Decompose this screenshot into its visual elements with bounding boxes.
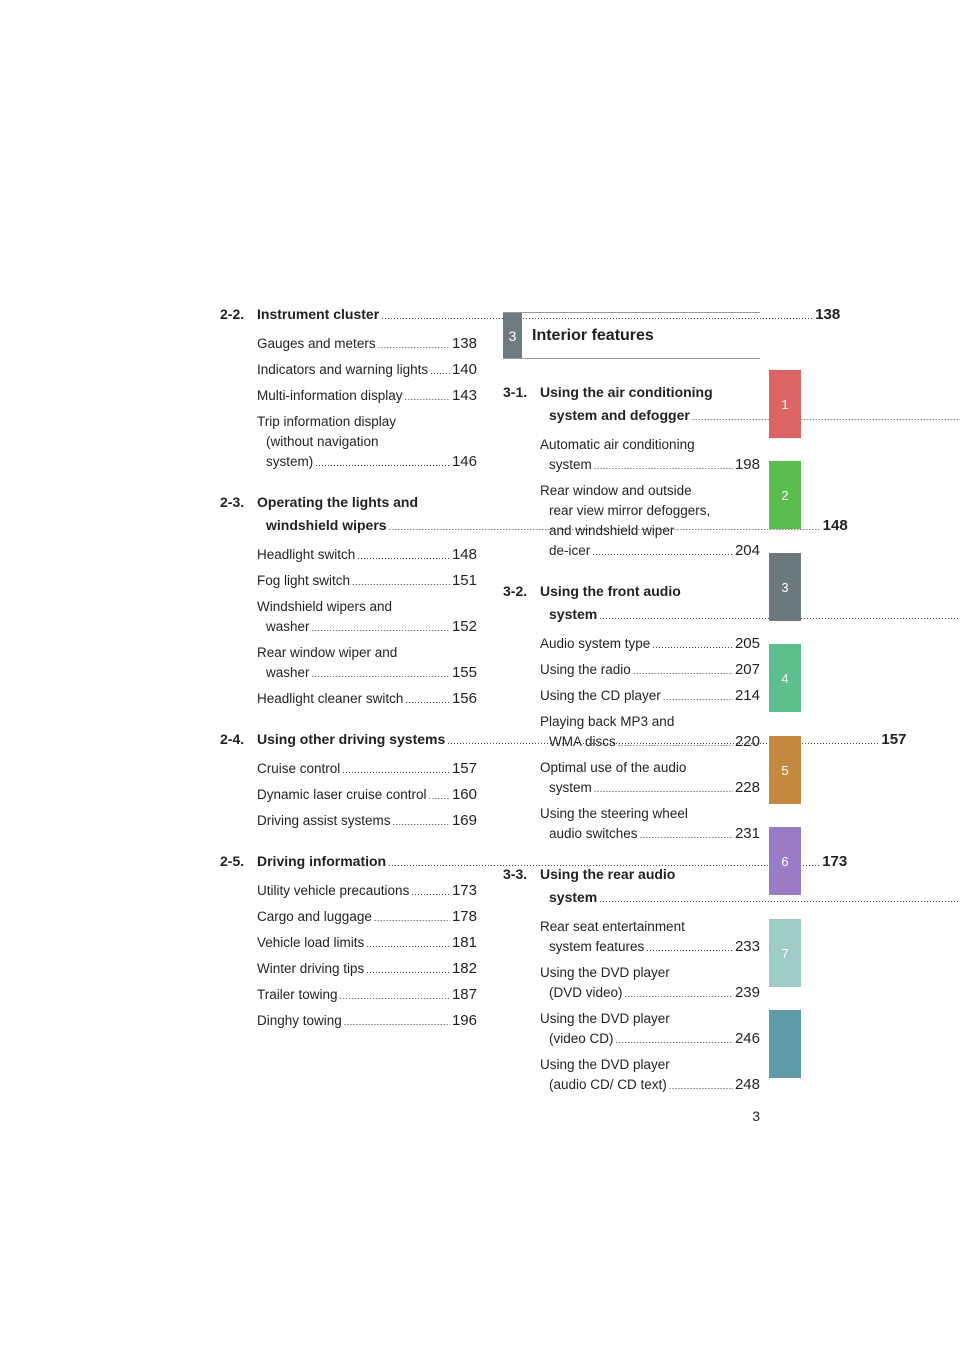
toc-entry-page-number: 187 bbox=[451, 986, 477, 1003]
toc-entry[interactable] bbox=[540, 634, 760, 655]
toc-entry-text: Winter driving tips bbox=[257, 961, 365, 976]
toc-entry-line bbox=[257, 386, 477, 407]
chapter-tab-1[interactable]: 1 bbox=[769, 370, 801, 438]
section-title-text: Driving information bbox=[257, 853, 387, 869]
toc-entry-text: de-icer bbox=[549, 543, 591, 558]
toc-entry[interactable] bbox=[257, 571, 477, 592]
toc-entry-text: Vehicle load limits bbox=[257, 935, 365, 950]
toc-entry[interactable] bbox=[540, 481, 760, 562]
toc-entry-line bbox=[257, 360, 477, 381]
section-title-text: Using the rear audio bbox=[540, 866, 676, 882]
dot-leader bbox=[374, 908, 450, 928]
toc-entry-text: Headlight cleaner switch bbox=[257, 691, 404, 706]
dot-leader bbox=[340, 986, 450, 1006]
dot-leader bbox=[312, 618, 450, 638]
toc-entry-page-number: 233 bbox=[734, 938, 760, 955]
toc-entry[interactable] bbox=[257, 907, 477, 928]
toc-entry[interactable] bbox=[540, 1055, 760, 1096]
toc-entry-text: Automatic air conditioning bbox=[540, 437, 695, 452]
toc-entry-line bbox=[540, 481, 760, 501]
toc-item-list bbox=[540, 634, 760, 845]
toc-entry-line bbox=[257, 933, 477, 954]
toc-entry-text: Fog light switch bbox=[257, 573, 351, 588]
dot-leader bbox=[625, 984, 733, 1004]
toc-entry-line bbox=[540, 917, 760, 937]
toc-entry-line bbox=[540, 732, 760, 753]
section-title-text: Using the front audio bbox=[540, 583, 681, 599]
toc-entry-line bbox=[540, 660, 760, 681]
toc-entry-text: Trailer towing bbox=[257, 987, 338, 1002]
toc-item-list bbox=[540, 917, 760, 1096]
toc-entry-text: Using the DVD player bbox=[540, 965, 670, 980]
toc-item-list bbox=[540, 435, 760, 562]
dot-leader bbox=[616, 1030, 733, 1050]
dot-leader bbox=[378, 335, 450, 355]
section-title-text: Using the air conditioning bbox=[540, 384, 713, 400]
toc-entry-page-number: 220 bbox=[734, 733, 760, 750]
toc-entry-line bbox=[540, 634, 760, 655]
toc-item-list bbox=[257, 545, 477, 710]
toc-section-heading[interactable] bbox=[503, 580, 760, 628]
chapter-tab-3[interactable]: 3 bbox=[769, 553, 801, 621]
toc-entry-page-number: 143 bbox=[451, 387, 477, 404]
toc-entry[interactable] bbox=[540, 804, 760, 845]
toc-entry-line bbox=[540, 804, 760, 824]
chapter-title: Interior features bbox=[532, 326, 654, 344]
toc-entry-page-number: 182 bbox=[451, 960, 477, 977]
toc-entry-line bbox=[257, 663, 477, 684]
chapter-sections bbox=[503, 381, 760, 1096]
dot-leader bbox=[618, 733, 733, 753]
toc-entry-page-number: 148 bbox=[451, 546, 477, 563]
toc-entry-line bbox=[540, 1029, 760, 1050]
toc-entry-line bbox=[257, 412, 477, 432]
toc-entry[interactable] bbox=[257, 811, 477, 832]
dot-leader bbox=[652, 635, 733, 655]
toc-entry-line bbox=[540, 521, 760, 541]
toc-entry-text: audio switches bbox=[549, 826, 638, 841]
toc-entry-page-number: 207 bbox=[734, 661, 760, 678]
toc-entry-page-number: 146 bbox=[451, 453, 477, 470]
dot-leader bbox=[344, 1012, 450, 1032]
toc-entry-page-number: 155 bbox=[451, 664, 477, 681]
toc-entry-line bbox=[257, 881, 477, 902]
dot-leader bbox=[429, 786, 450, 806]
toc-entry-text: Dynamic laser cruise control bbox=[257, 787, 427, 802]
section-title-text: Instrument cluster bbox=[257, 306, 380, 322]
toc-entry[interactable] bbox=[257, 597, 477, 638]
toc-entry-line bbox=[257, 643, 477, 663]
toc-right-column bbox=[503, 312, 760, 1101]
section-number: 3-2. bbox=[503, 583, 528, 599]
toc-entry-line bbox=[540, 1055, 760, 1075]
toc-entry[interactable] bbox=[257, 386, 477, 407]
dot-leader bbox=[315, 453, 450, 473]
dot-leader bbox=[592, 542, 733, 562]
toc-entry-line bbox=[540, 501, 760, 521]
section-page-number: 148 bbox=[822, 517, 848, 534]
toc-entry-page-number: 248 bbox=[734, 1076, 760, 1093]
toc-entry-page-number: 204 bbox=[734, 542, 760, 559]
section-title-text: Operating the lights and bbox=[257, 494, 419, 510]
section-title-text: system and defogger bbox=[549, 407, 690, 423]
dot-leader bbox=[633, 661, 733, 681]
toc-entry[interactable] bbox=[257, 412, 477, 473]
toc-entry[interactable] bbox=[540, 963, 760, 1004]
chapter-header bbox=[503, 312, 760, 359]
toc-entry-page-number: 152 bbox=[451, 618, 477, 635]
toc-entry-line bbox=[257, 959, 477, 980]
dot-leader bbox=[393, 812, 450, 832]
toc-entry-page-number: 160 bbox=[451, 786, 477, 803]
toc-entry-page-number: 239 bbox=[734, 984, 760, 1001]
section-number: 2-5. bbox=[220, 853, 245, 869]
toc-entry[interactable] bbox=[257, 689, 477, 710]
toc-entry-page-number: 205 bbox=[734, 635, 760, 652]
chapter-tab-4[interactable]: 4 bbox=[769, 644, 801, 712]
toc-entry-page-number: 151 bbox=[451, 572, 477, 589]
toc-item-list bbox=[257, 759, 477, 832]
section-title-line bbox=[540, 580, 960, 603]
toc-entry-page-number: 140 bbox=[451, 361, 477, 378]
toc-entry-text: Indicators and warning lights bbox=[257, 362, 429, 377]
toc-entry-line bbox=[540, 1009, 760, 1029]
chapter-tab-index[interactable] bbox=[769, 1010, 801, 1078]
toc-entry[interactable] bbox=[257, 881, 477, 902]
toc-entry-page-number: 169 bbox=[451, 812, 477, 829]
toc-entry-page-number: 198 bbox=[734, 456, 760, 473]
dot-leader bbox=[342, 760, 450, 780]
toc-entry[interactable] bbox=[257, 759, 477, 780]
dot-leader bbox=[357, 546, 450, 566]
toc-entry-text: Trip information display bbox=[257, 414, 397, 429]
toc-entry[interactable] bbox=[257, 985, 477, 1006]
toc-entry[interactable] bbox=[540, 1009, 760, 1050]
toc-entry-line bbox=[540, 983, 760, 1004]
section-title-line bbox=[540, 381, 960, 404]
dot-leader bbox=[366, 960, 450, 980]
toc-entry-line bbox=[540, 963, 760, 983]
dot-leader bbox=[692, 406, 960, 429]
toc-entry-line bbox=[540, 712, 760, 732]
toc-entry-page-number: 138 bbox=[451, 335, 477, 352]
toc-entry-text: Using the DVD player bbox=[540, 1057, 670, 1072]
toc-section-heading[interactable] bbox=[220, 303, 841, 328]
toc-entry-line bbox=[257, 985, 477, 1006]
toc-section-heading[interactable] bbox=[503, 381, 760, 429]
toc-entry-text: system) bbox=[266, 454, 314, 469]
section-title-line bbox=[540, 404, 960, 429]
section-title bbox=[540, 381, 960, 429]
toc-entry[interactable] bbox=[257, 643, 477, 684]
toc-entry[interactable] bbox=[257, 933, 477, 954]
toc-item-list bbox=[257, 881, 477, 1032]
toc-entry-line bbox=[257, 545, 477, 566]
toc-entry-page-number: 156 bbox=[451, 690, 477, 707]
toc-entry[interactable] bbox=[540, 660, 760, 681]
chapter-tab-6[interactable]: 6 bbox=[769, 827, 801, 895]
toc-entry-text: (audio CD/ CD text) bbox=[549, 1077, 667, 1092]
toc-entry-text: system bbox=[549, 457, 592, 472]
toc-entry-line bbox=[257, 432, 477, 452]
toc-entry[interactable] bbox=[540, 435, 760, 476]
toc-entry[interactable] bbox=[257, 959, 477, 980]
toc-entry[interactable] bbox=[540, 712, 760, 753]
toc-entry-page-number: 231 bbox=[734, 825, 760, 842]
dot-leader bbox=[646, 938, 733, 958]
toc-entry-line bbox=[257, 597, 477, 617]
chapter-tab-7[interactable]: 7 bbox=[769, 919, 801, 987]
toc-entry-line bbox=[257, 907, 477, 928]
dot-leader bbox=[663, 687, 733, 707]
section-number: 2-4. bbox=[220, 731, 245, 747]
chapter-number-badge: 3 bbox=[503, 313, 522, 358]
toc-entry-page-number: 181 bbox=[451, 934, 477, 951]
toc-entry-text: Windshield wipers and bbox=[257, 599, 393, 614]
toc-entry-text: Audio system type bbox=[540, 636, 651, 651]
toc-entry-text: WMA discs bbox=[549, 734, 616, 749]
toc-entry-page-number: 246 bbox=[734, 1030, 760, 1047]
toc-entry-text: rear view mirror defoggers, bbox=[549, 503, 711, 518]
toc-entry-text: Playing back MP3 and bbox=[540, 714, 675, 729]
toc-entry-text: system features bbox=[549, 939, 645, 954]
toc-entry-text: Cargo and luggage bbox=[257, 909, 372, 924]
section-number: 3-3. bbox=[503, 866, 528, 882]
toc-entry-line bbox=[257, 811, 477, 832]
dot-leader bbox=[405, 690, 450, 710]
toc-entry-line bbox=[540, 824, 760, 845]
toc-entry-line bbox=[257, 1011, 477, 1032]
section-number: 2-2. bbox=[220, 306, 245, 322]
toc-entry-text: (without navigation bbox=[266, 434, 379, 449]
toc-entry-text: system bbox=[549, 780, 592, 795]
toc-entry[interactable] bbox=[257, 334, 477, 355]
toc-entry-text: (DVD video) bbox=[549, 985, 623, 1000]
toc-entry-text: Utility vehicle precautions bbox=[257, 883, 410, 898]
dot-leader bbox=[594, 456, 733, 476]
toc-entry-page-number: 178 bbox=[451, 908, 477, 925]
section-title-text: Using other driving systems bbox=[257, 731, 446, 747]
toc-entry-text: Using the CD player bbox=[540, 688, 661, 703]
chapter-tab-5[interactable]: 5 bbox=[769, 736, 801, 804]
page-number: 3 bbox=[752, 1108, 760, 1124]
toc-entry-text: Headlight switch bbox=[257, 547, 356, 562]
toc-entry-text: Rear window wiper and bbox=[257, 645, 398, 660]
toc-entry-text: Optimal use of the audio bbox=[540, 760, 687, 775]
toc-entry-line bbox=[257, 689, 477, 710]
toc-entry-text: Driving assist systems bbox=[257, 813, 391, 828]
section-page-number: 157 bbox=[881, 731, 907, 748]
section-title bbox=[540, 580, 960, 628]
toc-entry-text: Using the DVD player bbox=[540, 1011, 670, 1026]
toc-entry-line bbox=[540, 1075, 760, 1096]
toc-entry-line bbox=[540, 455, 760, 476]
toc-entry-text: Multi-information display bbox=[257, 388, 403, 403]
section-page-number: 138 bbox=[815, 306, 841, 323]
toc-entry[interactable] bbox=[257, 785, 477, 806]
toc-entry-text: Rear seat entertainment bbox=[540, 919, 685, 934]
toc-entry-line bbox=[540, 686, 760, 707]
section-number: 2-3. bbox=[220, 494, 245, 510]
toc-entry-page-number: 214 bbox=[734, 687, 760, 704]
toc-entry-line bbox=[540, 937, 760, 958]
toc-entry-line bbox=[257, 617, 477, 638]
toc-entry-text: (video CD) bbox=[549, 1031, 614, 1046]
section-title-line bbox=[540, 886, 960, 911]
dot-leader bbox=[352, 572, 450, 592]
toc-entry[interactable] bbox=[257, 360, 477, 381]
toc-entry[interactable] bbox=[540, 686, 760, 707]
dot-leader bbox=[594, 779, 733, 799]
toc-entry-text: Dinghy towing bbox=[257, 1013, 342, 1028]
section-title-text: system bbox=[549, 889, 598, 905]
toc-entry-text: Using the steering wheel bbox=[540, 806, 688, 821]
toc-entry-text: Rear window and outside bbox=[540, 483, 692, 498]
dot-leader bbox=[411, 882, 450, 902]
dot-leader bbox=[430, 361, 450, 381]
chapter-tab-2[interactable]: 2 bbox=[769, 461, 801, 529]
toc-entry-line bbox=[257, 334, 477, 355]
toc-entry-line bbox=[540, 758, 760, 778]
toc-entry-text: Cruise control bbox=[257, 761, 341, 776]
section-page-number: 173 bbox=[822, 853, 848, 870]
dot-leader bbox=[405, 387, 450, 407]
toc-entry[interactable] bbox=[540, 917, 760, 958]
toc-entry-text: washer bbox=[266, 619, 310, 634]
dot-leader bbox=[366, 934, 450, 954]
toc-entry-line bbox=[257, 452, 477, 473]
toc-entry-page-number: 173 bbox=[451, 882, 477, 899]
toc-entry-line bbox=[540, 541, 760, 562]
toc-entry-text: and windshield wiper bbox=[549, 523, 675, 538]
toc-entry-line bbox=[257, 759, 477, 780]
section-title-text: system bbox=[549, 606, 598, 622]
section-title bbox=[540, 863, 960, 911]
toc-entry-text: Gauges and meters bbox=[257, 336, 376, 351]
toc-entry-page-number: 196 bbox=[451, 1012, 477, 1029]
toc-entry-page-number: 157 bbox=[451, 760, 477, 777]
dot-leader bbox=[640, 825, 733, 845]
section-title-line bbox=[540, 863, 960, 886]
toc-entry[interactable] bbox=[257, 545, 477, 566]
section-title-line bbox=[540, 603, 960, 628]
toc-item-list bbox=[257, 334, 477, 473]
toc-entry-text: washer bbox=[266, 665, 310, 680]
dot-leader bbox=[669, 1076, 733, 1096]
dot-leader bbox=[312, 664, 450, 684]
toc-entry-line bbox=[257, 785, 477, 806]
section-title-text: windshield wipers bbox=[266, 517, 387, 533]
toc-entry-page-number: 228 bbox=[734, 779, 760, 796]
toc-entry[interactable] bbox=[540, 758, 760, 799]
toc-section-heading[interactable] bbox=[503, 863, 760, 911]
toc-entry-line bbox=[540, 778, 760, 799]
toc-entry-text: Using the radio bbox=[540, 662, 631, 677]
toc-entry-line bbox=[257, 571, 477, 592]
toc-entry-line bbox=[540, 435, 760, 455]
toc-entry[interactable] bbox=[257, 1011, 477, 1032]
section-number: 3-1. bbox=[503, 384, 528, 400]
